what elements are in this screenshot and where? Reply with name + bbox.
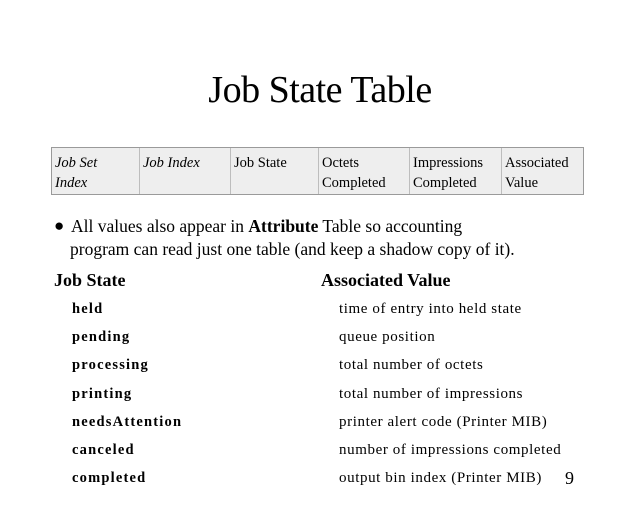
state-label: processing xyxy=(72,357,149,373)
state-label: canceled xyxy=(72,442,135,458)
bullet-line-2: program can read just one table (and keep a shadow copy of it). xyxy=(70,239,515,259)
state-value: total number of impressions xyxy=(339,386,524,402)
associated-value-heading: Associated Value xyxy=(321,270,451,290)
header-cell-line: Octets xyxy=(322,155,360,171)
state-value: printer alert code (Printer MIB) xyxy=(339,414,548,430)
state-label: printing xyxy=(72,386,133,402)
bullet-line-1 xyxy=(71,215,462,237)
header-cell-job-set-index xyxy=(52,148,139,194)
bullet-dot-icon: ● xyxy=(54,216,65,235)
state-value: time of entry into held state xyxy=(339,301,522,317)
header-cell-line: Job Index xyxy=(143,155,200,171)
state-value: queue position xyxy=(339,329,436,345)
slide-title: Job State Table xyxy=(208,69,432,111)
page-number: 9 xyxy=(565,468,574,488)
header-cell-job-index xyxy=(140,148,230,194)
header-cell-associated-value xyxy=(502,148,584,194)
table-header xyxy=(51,147,584,195)
header-cell-line: Value xyxy=(505,175,539,191)
state-value: number of impressions completed xyxy=(339,442,562,458)
state-label: held xyxy=(72,301,104,317)
header-cell-line: Completed xyxy=(413,175,477,191)
bullet-text-bold: Attribute xyxy=(248,216,319,236)
header-cell-line: Index xyxy=(55,175,88,191)
header-cell-impressions-completed xyxy=(410,148,502,194)
header-cell-octets-completed xyxy=(319,148,410,194)
header-cell-line: Job State xyxy=(234,155,287,171)
bullet-text-suffix: Table so accounting xyxy=(318,216,463,236)
state-value: total number of octets xyxy=(339,357,484,373)
state-label: needsAttention xyxy=(72,414,183,430)
header-cell-line: Impressions xyxy=(413,155,484,171)
job-state-heading: Job State xyxy=(54,270,126,290)
header-cell-line: Completed xyxy=(322,175,386,191)
bullet-text-prefix: All values also appear in xyxy=(71,216,249,236)
state-label: pending xyxy=(72,329,131,345)
state-label: completed xyxy=(72,470,147,486)
header-cell-line: Job Set xyxy=(55,155,98,171)
state-value: output bin index (Printer MIB) xyxy=(339,470,542,486)
header-cell-job-state xyxy=(231,148,319,194)
header-cell-line: Associated xyxy=(505,155,569,171)
